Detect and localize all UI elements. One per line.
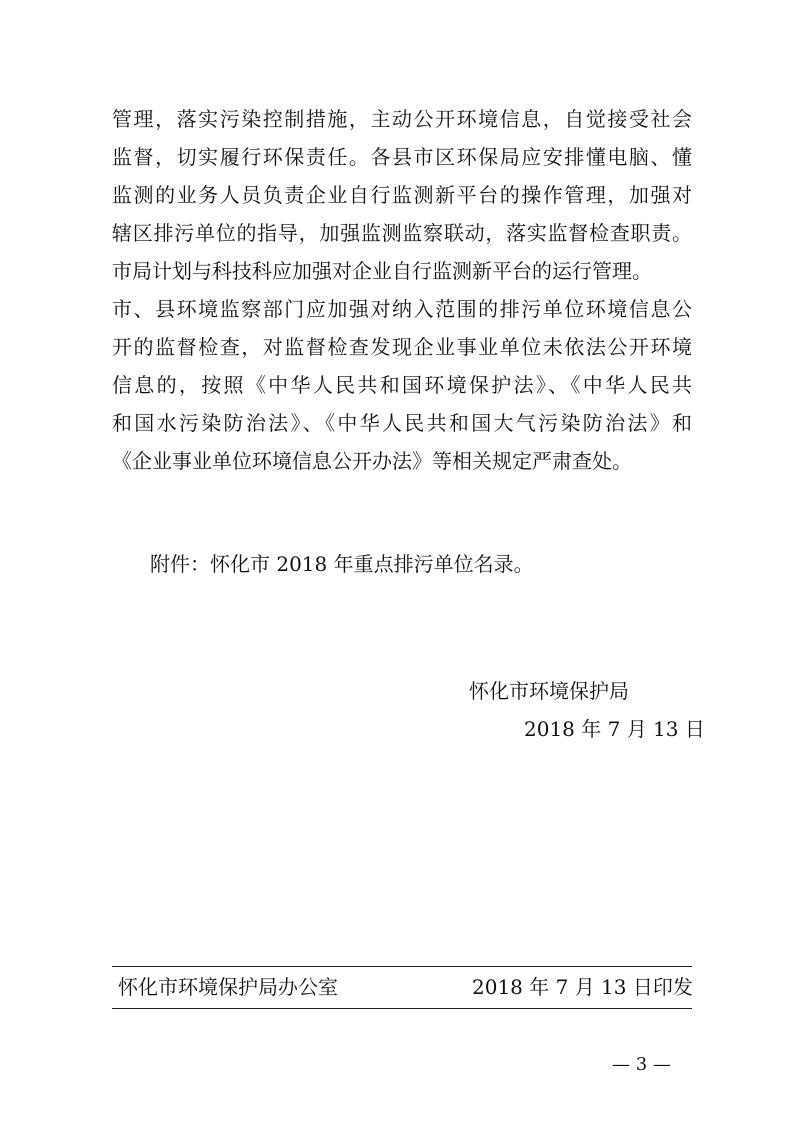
body-line-6: 市、县环境监察部门应加强对纳入范围的排污单位环境信息公 bbox=[112, 297, 692, 321]
footer-print-date: 2018 年 7 月 13 日印发 bbox=[472, 975, 693, 999]
issuer-name: 怀化市环境保护局 bbox=[469, 679, 629, 703]
body-line-5: 市局计划与科技科应加强对企业自行监测新平台的运行管理。 bbox=[112, 259, 652, 283]
body-line-10: 《企业事业单位环境信息公开办法》等相关规定严肃查处。 bbox=[112, 449, 632, 473]
footer-top-rule bbox=[112, 966, 692, 967]
attachment-note: 附件：怀化市 2018 年重点排污单位名录。 bbox=[150, 552, 534, 576]
body-line-7: 开的监督检查，对监督检查发现企业事业单位未依法公开环境 bbox=[112, 335, 692, 359]
body-line-8: 信息的，按照《中华人民共和国环境保护法》、《中华人民共 bbox=[112, 373, 692, 397]
footer-office: 怀化市环境保护局办公室 bbox=[118, 975, 338, 999]
footer-bottom-rule bbox=[112, 1008, 692, 1009]
page-number: — 3 — bbox=[612, 1054, 671, 1075]
signature-date: 2018 年 7 月 13 日 bbox=[524, 717, 705, 741]
body-line-2: 监督，切实履行环保责任。各县市区环保局应安排懂电脑、懂 bbox=[112, 145, 692, 169]
body-line-4: 辖区排污单位的指导，加强监测监察联动，落实监督检查职责。 bbox=[112, 221, 692, 245]
body-line-1: 管理，落实污染控制措施，主动公开环境信息，自觉接受社会 bbox=[112, 107, 692, 131]
body-line-3: 监测的业务人员负责企业自行监测新平台的操作管理，加强对 bbox=[112, 183, 692, 207]
body-line-9: 和国水污染防治法》、《中华人民共和国大气污染防治法》和 bbox=[112, 411, 692, 435]
